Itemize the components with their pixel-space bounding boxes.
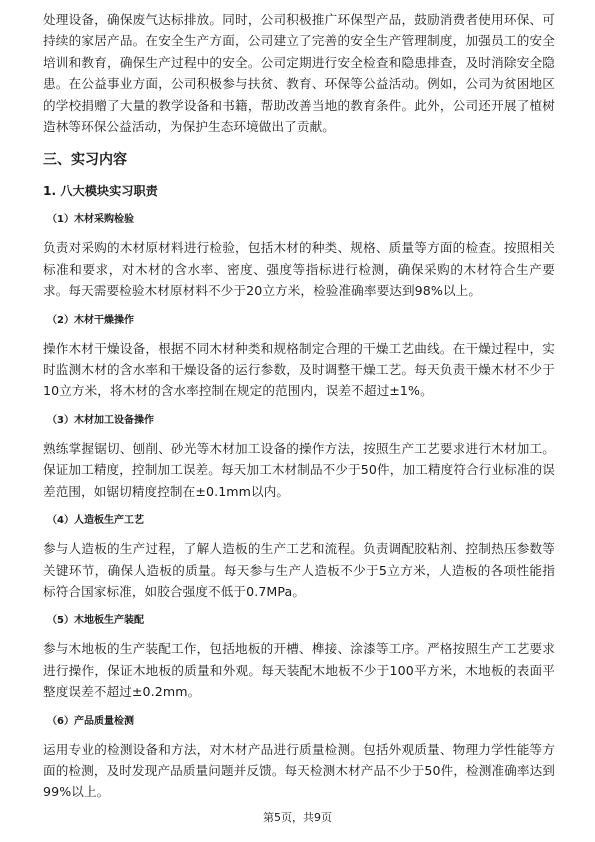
subsection-heading: 1. 八大模块实习职责 [43, 184, 158, 199]
item-heading-2: （2）木材干燥操作 [47, 314, 134, 326]
item-paragraph-6: 运用专业的检测设备和方法，对木材产品进行质量检测。包括外观质量、物理力学性能等方面的检测，及时发现产品质量问题并反馈。每天检测木材产品不少于50件，检测准确率达到99%以上。 [43, 741, 555, 800]
item-heading-4: （4）人造板生产工艺 [47, 515, 144, 527]
page-content [43, 9, 555, 803]
item-paragraph-3: 熟练掌握锯切、刨削、砂光等木材加工设备的操作方法，按照生产工艺要求进行木材加工。保证加工精度，控制加工误差。每天加工木材制品不少于50件，加工精度符合行业标准的误差范围，如锯切精度控制在±0.1mm以内。 [43, 440, 555, 499]
item-heading-3: （3）木材加工设备操作 [47, 414, 154, 426]
item-heading-6: （6）产品质量检测 [47, 715, 134, 727]
item-paragraph-5: 参与木地板的生产装配工作，包括地板的开槽、榫接、涂漆等工序。严格按照生产工艺要求进行操作，保证木地板的质量和外观。每天装配木地板不少于100平方米，木地板的表面平整度误差不超过±0.2mm。 [43, 641, 555, 700]
item-heading-5: （5）木地板生产装配 [47, 615, 144, 627]
page-footer: 第5页，共9页 [263, 811, 332, 824]
intro-paragraph: 处理设备，确保废气达标排放。同时，公司积极推广环保型产品，鼓励消费者使用环保、可持续的家居产品。在安全生产方面，公司建立了完善的安全生产管理制度，加强员工的安全培训和教育，确保生产过程中的安全。公司定期进行安全检查和隐患排查，及时消除安全隐患。在公益事业方面，公司积极参与扶贫、教育、环保等公益活动。例如，公司为贫困地区的学校捐赠了大量的教学设备和书籍，帮助改善当地的教育条件。此外，公司还开展了植树造林等环保公益活动，为保护生态环境做出了贡献。 [43, 12, 555, 135]
section-heading: 三、实习内容 [43, 152, 127, 169]
item-paragraph-1: 负责对采购的木材原材料进行检验，包括木材的种类、规格、质量等方面的检查。按照相关标准和要求，对木材的含水率、密度、强度等指标进行检测，确保采购的木材符合生产要求。每天需要检验木材原材料不少于20立方米，检验准确率要达到98%以上。 [43, 240, 555, 299]
item-paragraph-2: 操作木材干燥设备，根据不同木材种类和规格制定合理的干燥工艺曲线。在干燥过程中，实时监测木材的含水率和干燥设备的运行参数，及时调整干燥工艺。每天负责干燥木材不少于10立方米，将木材的含水率控制在规定的范围内，误差不超过±1%。 [43, 340, 555, 399]
item-paragraph-4: 参与人造板的生产过程，了解人造板的生产工艺和流程。负责调配胶粘剂、控制热压参数等关键环节，确保人造板的质量。每天参与生产人造板不少于5立方米，人造板的各项性能指标符合国家标准，如胶合强度不低于0.7MPa。 [43, 541, 555, 599]
item-heading-1: （1）木材采购检验 [47, 214, 134, 226]
